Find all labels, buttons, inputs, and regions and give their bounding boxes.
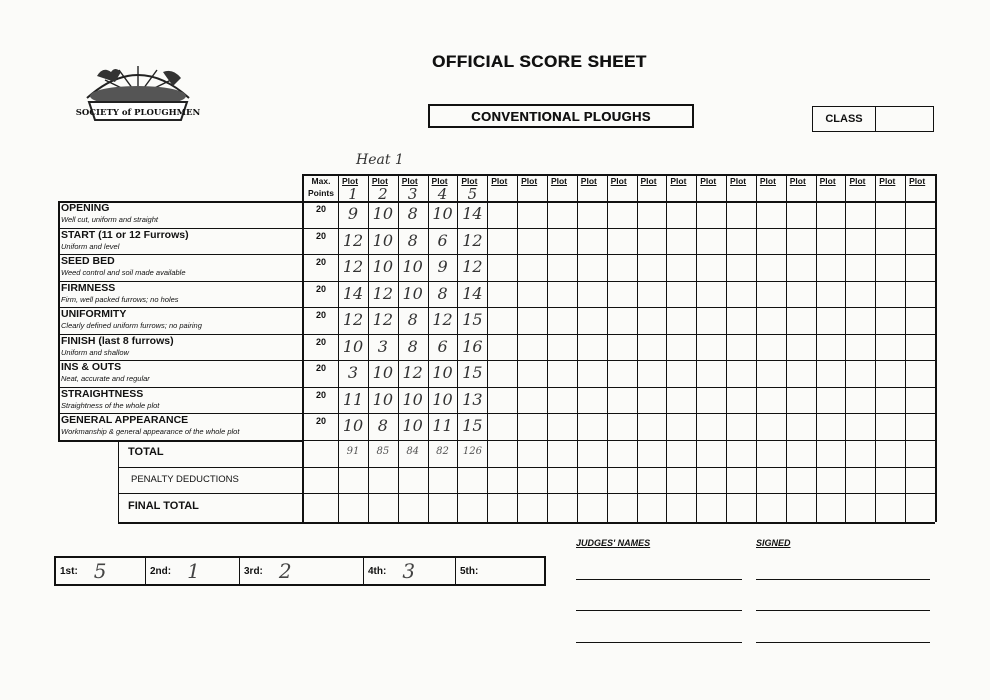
plot-column-header: Plot xyxy=(909,176,926,186)
placing-value: 2 xyxy=(278,559,292,583)
grid-line xyxy=(875,174,876,522)
score-cell: 10 xyxy=(432,389,453,409)
grid-line xyxy=(696,174,697,522)
grid-line xyxy=(58,281,935,282)
criterion-max-points: 20 xyxy=(315,257,326,267)
placing-label: 4th: xyxy=(368,565,387,577)
criterion-name: OPENING xyxy=(61,202,110,214)
score-cell: 8 xyxy=(407,310,418,329)
grid-line xyxy=(118,440,119,522)
plot-column-header: Plot xyxy=(700,176,717,186)
grid-line xyxy=(58,254,935,255)
grid-line xyxy=(302,174,304,522)
plot-column-header: Plot xyxy=(879,176,896,186)
judge-signature-line[interactable] xyxy=(756,642,930,643)
page-title: OFFICIAL SCORE SHEET xyxy=(432,52,647,71)
plot-number: 2 xyxy=(378,185,388,203)
grid-line xyxy=(637,174,638,522)
score-cell: 9 xyxy=(347,204,359,223)
criterion-description: Weed control and soil made available xyxy=(61,268,186,277)
grid-line xyxy=(58,201,935,203)
score-cell: 12 xyxy=(462,230,483,250)
logo-text: SOCIETY of PLOUGHMEN xyxy=(75,108,201,118)
grid-line xyxy=(786,174,787,522)
criterion-name: INS & OUTS xyxy=(61,361,122,373)
score-cell: 12 xyxy=(342,257,364,276)
grid-line xyxy=(58,201,60,440)
score-cell: 3 xyxy=(377,336,388,356)
judge-signature-line[interactable] xyxy=(756,579,930,580)
plot-column-header: Plot xyxy=(550,176,567,186)
criterion-max-points: 20 xyxy=(315,416,326,426)
score-cell: 8 xyxy=(407,204,418,223)
judges-names-heading: JUDGES' NAMES xyxy=(576,538,651,548)
criterion-max-points: 20 xyxy=(315,310,326,320)
grid-line xyxy=(58,228,935,229)
grid-line xyxy=(58,360,935,361)
placing-cell[interactable] xyxy=(364,558,456,584)
placing-value: 5 xyxy=(93,559,107,583)
total-score-cell: 91 xyxy=(346,446,360,457)
signed-heading: SIGNED xyxy=(756,538,791,548)
score-cell: 14 xyxy=(342,283,364,303)
grid-line xyxy=(517,174,518,522)
score-cell: 14 xyxy=(462,283,483,303)
score-cell: 10 xyxy=(402,283,423,303)
penalty-label: PENALTY DEDUCTIONS xyxy=(131,474,239,485)
criterion-description: Neat, accurate and regular xyxy=(61,374,150,383)
score-cell: 12 xyxy=(462,257,483,276)
score-cell: 10 xyxy=(372,230,394,250)
score-cell: 15 xyxy=(462,310,483,329)
total-score-cell: 85 xyxy=(376,446,390,457)
plot-column-header: Plot xyxy=(342,176,359,186)
placing-label: 5th: xyxy=(460,565,479,577)
placing-label: 2nd: xyxy=(150,565,172,577)
score-cell: 15 xyxy=(462,363,483,382)
criterion-max-points: 20 xyxy=(315,283,326,294)
plot-number: 4 xyxy=(437,185,448,203)
criterion-name: SEED BED xyxy=(61,255,115,267)
score-cell: 13 xyxy=(462,389,483,409)
score-cell: 6 xyxy=(437,336,448,356)
max-points-header: Max. Points xyxy=(308,176,334,198)
plot-number: 5 xyxy=(467,185,478,203)
score-cell: 10 xyxy=(372,257,394,276)
total-label: TOTAL xyxy=(128,446,164,458)
grid-line xyxy=(58,307,935,308)
placing-cell[interactable] xyxy=(456,558,544,584)
criterion-max-points: 20 xyxy=(315,336,326,347)
grid-line xyxy=(905,174,906,522)
handwritten-heat-note: Heat 1 xyxy=(356,152,404,168)
plot-column-header: Plot xyxy=(640,176,657,186)
criterion-description: Well cut, uniform and straight xyxy=(61,215,158,224)
judge-name-line[interactable] xyxy=(576,642,742,643)
score-cell: 12 xyxy=(372,310,394,329)
grid-line xyxy=(547,174,548,522)
grid-line xyxy=(845,174,846,522)
class-label: CLASS xyxy=(813,107,876,131)
score-cell: 8 xyxy=(407,230,418,250)
score-cell: 10 xyxy=(342,416,364,435)
plot-column-header: Plot xyxy=(521,176,538,186)
criterion-description: Uniform and shallow xyxy=(61,347,129,357)
score-cell: 9 xyxy=(437,257,448,276)
plot-number: 1 xyxy=(348,185,358,203)
plot-column-header: Plot xyxy=(580,176,597,186)
criterion-name: GENERAL APPEARANCE xyxy=(61,414,189,426)
plot-column-header: Plot xyxy=(789,176,806,186)
grid-line xyxy=(577,174,578,522)
plot-column-header: Plot xyxy=(461,176,478,186)
grid-line xyxy=(58,413,935,414)
plot-number: 3 xyxy=(407,185,418,203)
plot-column-header: Plot xyxy=(401,176,418,186)
grid-line xyxy=(666,174,667,522)
score-cell: 10 xyxy=(432,204,453,223)
total-score-cell: 126 xyxy=(462,446,482,457)
placing-value: 3 xyxy=(402,559,416,583)
criterion-max-points: 20 xyxy=(315,230,326,241)
score-cell: 12 xyxy=(402,363,423,382)
placing-cell[interactable] xyxy=(56,558,146,584)
grid-line xyxy=(118,440,935,441)
criterion-name: STRAIGHTNESS xyxy=(61,387,144,400)
score-cell: 10 xyxy=(402,416,423,435)
placing-label: 3rd: xyxy=(244,565,263,577)
placing-value: 1 xyxy=(187,559,200,583)
judge-name-line[interactable] xyxy=(576,610,742,611)
placing-label: 1st: xyxy=(60,565,78,577)
plot-column-header: Plot xyxy=(730,176,747,186)
score-cell: 11 xyxy=(432,416,453,435)
plot-column-header: Plot xyxy=(849,176,866,186)
score-cell: 10 xyxy=(402,389,423,409)
criterion-max-points: 20 xyxy=(315,363,326,373)
total-score-cell: 82 xyxy=(436,446,449,457)
score-cell: 8 xyxy=(437,283,448,303)
score-cell: 11 xyxy=(342,389,364,409)
judge-name-line[interactable] xyxy=(576,579,742,580)
subtitle: CONVENTIONAL PLOUGHS xyxy=(471,108,651,124)
plot-column-header: Plot xyxy=(371,176,388,186)
criterion-description: Workmanship & general appearance of the whole plot xyxy=(61,427,240,436)
criterion-name: FIRMNESS xyxy=(61,281,116,294)
criterion-name: START (11 or 12 Furrows) xyxy=(61,228,189,241)
score-cell: 10 xyxy=(342,336,364,356)
score-cell: 10 xyxy=(372,363,394,382)
score-cell: 10 xyxy=(432,363,453,382)
score-cell: 15 xyxy=(462,416,483,435)
criterion-description: Straightness of the whole plot xyxy=(61,400,160,410)
criterion-description: Clearly defined uniform furrows; no pairing xyxy=(61,321,202,330)
criterion-description: Uniform and level xyxy=(61,241,120,251)
grid-line xyxy=(58,334,935,335)
grid-line xyxy=(816,174,817,522)
score-cell: 12 xyxy=(342,310,364,329)
score-cell: 10 xyxy=(402,257,423,276)
criterion-max-points: 20 xyxy=(315,389,326,400)
criterion-max-points: 20 xyxy=(315,204,326,214)
criterion-name: UNIFORMITY xyxy=(61,308,127,320)
score-cell: 12 xyxy=(372,283,394,303)
score-cell: 6 xyxy=(437,230,448,250)
total-score-cell: 84 xyxy=(406,446,420,457)
score-cell: 10 xyxy=(372,204,394,223)
plot-column-header: Plot xyxy=(610,176,627,186)
grid-line xyxy=(58,387,935,388)
grid-line xyxy=(935,174,937,522)
grid-line xyxy=(118,493,935,494)
score-cell: 14 xyxy=(462,204,483,223)
grid-line xyxy=(756,174,757,522)
score-cell: 8 xyxy=(407,336,418,356)
plot-column-header: Plot xyxy=(491,176,508,186)
score-cell: 10 xyxy=(372,389,394,409)
grid-line xyxy=(726,174,727,522)
plot-column-header: Plot xyxy=(759,176,776,186)
score-cell: 16 xyxy=(462,336,483,356)
plot-column-header: Plot xyxy=(819,176,836,186)
placing-cell[interactable] xyxy=(240,558,364,584)
plot-column-header: Plot xyxy=(431,176,448,186)
grid-line xyxy=(118,522,935,523)
score-cell: 12 xyxy=(432,310,453,329)
plot-column-header: Plot xyxy=(670,176,687,186)
grid-line xyxy=(118,467,935,468)
placings-box xyxy=(54,556,546,586)
placing-cell[interactable] xyxy=(146,558,240,584)
criterion-description: Firm, well packed furrows; no holes xyxy=(61,294,179,304)
criterion-name: FINISH (last 8 furrows) xyxy=(61,334,174,347)
score-cell: 12 xyxy=(342,230,364,250)
score-cell: 3 xyxy=(347,363,359,382)
judge-signature-line[interactable] xyxy=(756,610,930,611)
final-total-label: FINAL TOTAL xyxy=(128,500,199,512)
grid-line xyxy=(607,174,608,522)
score-cell: 8 xyxy=(377,416,388,435)
